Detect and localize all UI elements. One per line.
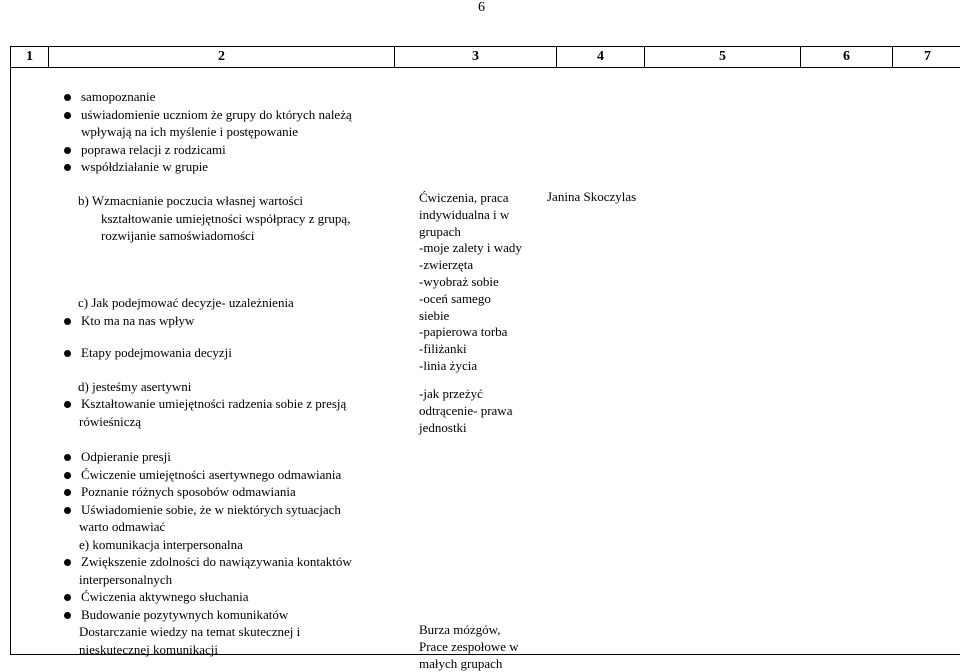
section-d-title: d) jesteśmy asertywni xyxy=(78,378,191,396)
list-item-cont: wpływają na ich myślenie i postępowanie xyxy=(63,123,352,141)
method-line: Ćwiczenia, praca xyxy=(419,190,522,207)
list-item-cont: warto odmawiać xyxy=(63,518,352,536)
list-item: współdziałanie w grupie xyxy=(63,158,352,176)
list-item: Kształtowanie umiejętności radzenia sobie z presją xyxy=(63,395,346,413)
method-line: małych grupach xyxy=(419,656,519,672)
methods-block-1 xyxy=(419,190,522,375)
section-c xyxy=(78,294,294,312)
list-item: uświadomienie uczniom że grupy do których należą xyxy=(63,106,352,124)
list-item: Uświadomienie sobie, że w niektórych sytuacjach xyxy=(63,501,352,519)
method-line: -filiżanki xyxy=(419,341,522,358)
list-item: poprawa relacji z rodzicami xyxy=(63,141,352,159)
method-line: Burza mózgów, xyxy=(419,622,519,639)
section-d-list xyxy=(63,395,346,430)
section-b-line: kształtowanie umiejętności współpracy z grupą, xyxy=(78,210,350,228)
method-line: indywidualna i w xyxy=(419,207,522,224)
col-header-6: 6 xyxy=(801,47,893,68)
program-table xyxy=(10,46,960,655)
col-header-2: 2 xyxy=(49,47,395,68)
list-item: Poznanie różnych sposobów odmawiania xyxy=(63,483,352,501)
method-line: odtrącenie- prawa xyxy=(419,403,512,420)
col-header-7: 7 xyxy=(893,47,960,68)
list-item: Kto ma na nas wpływ xyxy=(63,312,194,330)
col-header-5: 5 xyxy=(645,47,801,68)
method-line: -jak przeżyć xyxy=(419,386,512,403)
section-e-title: e) komunikacja interpersonalna xyxy=(63,536,352,554)
section-b xyxy=(78,192,350,245)
method-line: -oceń samego xyxy=(419,291,522,308)
method-line: -moje zalety i wady xyxy=(419,240,522,257)
methods-block-2 xyxy=(419,386,512,436)
section-d xyxy=(78,378,191,396)
method-line: -linia życia xyxy=(419,358,522,375)
list-item-cont: rówieśniczą xyxy=(63,413,346,431)
list-item-cont: nieskutecznej komunikacji xyxy=(63,641,352,659)
method-line: -papierowa torba xyxy=(419,324,522,341)
method-line: -zwierzęta xyxy=(419,257,522,274)
responsible-person: Janina Skoczylas xyxy=(547,188,636,206)
section-c-title: c) Jak podejmować decyzje- uzależnienia xyxy=(78,294,294,312)
list-item: samopoznanie xyxy=(63,88,352,106)
list-item: Etapy podejmowania decyzji xyxy=(63,344,232,362)
skills-list xyxy=(63,448,352,658)
content-row xyxy=(11,68,960,655)
list-item-cont: interpersonalnych xyxy=(63,571,352,589)
list-item: Odpieranie presji xyxy=(63,448,352,466)
section-b-title: b) Wzmacnianie poczucia własnej wartości xyxy=(78,192,350,210)
page-number: 6 xyxy=(478,0,485,16)
goals-list xyxy=(63,88,352,176)
section-b-line: rozwijanie samoświadomości xyxy=(78,227,350,245)
content-cell xyxy=(11,68,960,655)
list-item: Ćwiczenia aktywnego słuchania xyxy=(63,588,352,606)
header-row xyxy=(11,47,960,68)
section-c-list xyxy=(63,312,194,330)
col-header-4: 4 xyxy=(557,47,645,68)
method-line: grupach xyxy=(419,224,522,241)
list-item: Ćwiczenie umiejętności asertywnego odmawiania xyxy=(63,466,352,484)
method-line: siebie xyxy=(419,308,522,325)
method-line: -wyobraż sobie xyxy=(419,274,522,291)
method-line: jednostki xyxy=(419,420,512,437)
col-header-3: 3 xyxy=(395,47,557,68)
list-item: Zwiększenie zdolności do nawiązywania kontaktów xyxy=(63,553,352,571)
col-header-1: 1 xyxy=(11,47,49,68)
list-item: Budowanie pozytywnych komunikatów xyxy=(63,606,352,624)
list-item-cont: Dostarczanie wiedzy na temat skutecznej i xyxy=(63,623,352,641)
methods-block-3 xyxy=(419,622,519,672)
method-line: Prace zespołowe w xyxy=(419,639,519,656)
section-c-list2 xyxy=(63,344,232,362)
